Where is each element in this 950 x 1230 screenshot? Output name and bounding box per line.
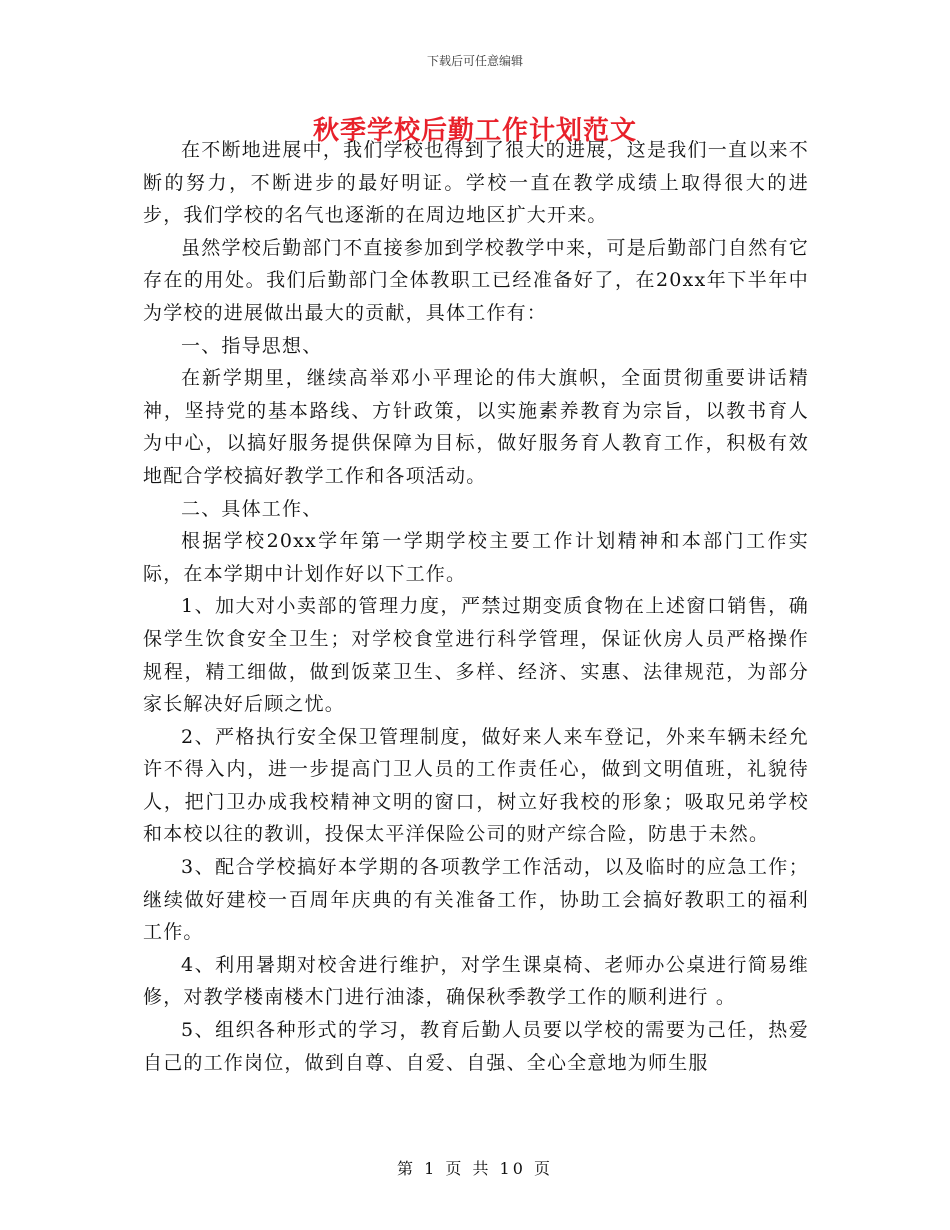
paragraph-item-3: 3、配合学校搞好本学期的各项教学工作活动，以及临时的应急工作；继续做好建校一百周年庆典的有关准备工作，协助工会搞好教职工的福利工作。 [143, 856, 809, 944]
section-heading-guiding-thought: 一、指导思想、 [181, 334, 323, 357]
section-heading-specific-work: 二、具体工作、 [181, 497, 323, 520]
header-note: 下载后可任意编辑 [426, 54, 523, 68]
document-title: 秋季学校后勤工作计划范文 [312, 116, 637, 146]
paragraph-intro-2: 虽然学校后勤部门不直接参加到学校教学中来，可是后勤部门自然有它存在的用处。我们后勤部门全体教职工已经准备好了，在20xx年下半年中为学校的进展做出最大的贡献，具体工作有： [143, 236, 809, 324]
paragraph-specific-work-intro: 根据学校20xx学年第一学期学校主要工作计划精神和本部门工作实际，在本学期中计划作好以下工作。 [143, 530, 809, 585]
paragraph-item-5: 5、组织各种形式的学习，教育后勤人员要以学校的需要为己任，热爱自己的工作岗位，做到自尊、自爱、自强、全心全意地为师生服 [143, 1019, 809, 1074]
document-body [143, 134, 809, 1079]
paragraph-guiding-thought: 在新学期里，继续高举邓小平理论的伟大旗帜，全面贯彻重要讲话精神，坚持党的基本路线、方针政策，以实施素养教育为宗旨，以教书育人为中心，以搞好服务提供保障为目标，做好服务育人教育工作，积极有效地配合学校搞好教学工作和各项活动。 [143, 367, 809, 487]
page-number-footer: 第 1 页 共 10 页 [397, 1159, 553, 1178]
paragraph-item-2: 2、严格执行安全保卫管理制度，做好来人来车登记，外来车辆未经允许不得入内，进一步提高门卫人员的工作责任心，做到文明值班，礼貌待人，把门卫办成我校精神文明的窗口，树立好我校的形象；吸取兄弟学校和本校以往的教训，投保太平洋保险公司的财产综合险，防患于未然。 [143, 725, 809, 846]
paragraph-intro-1: 在不断地进展中，我们学校也得到了很大的进展，这是我们一直以来不断的努力，不断进步的最好明证。学校一直在教学成绩上取得很大的进步，我们学校的名气也逐渐的在周边地区扩大开来。 [143, 139, 809, 227]
paragraph-item-4: 4、利用暑期对校舍进行维护，对学生课桌椅、老师办公桌进行简易维修，对教学楼南楼木门进行油漆，确保秋季教学工作的顺利进行 。 [143, 953, 809, 1009]
paragraph-item-1: 1、加大对小卖部的管理力度，严禁过期变质食物在上述窗口销售，确保学生饮食安全卫生；对学校食堂进行科学管理，保证伙房人员严格操作规程，精工细做，做到饭菜卫生、多样、经济、实惠、法律规范，为部分家长解决好后顾之忧。 [143, 595, 809, 716]
